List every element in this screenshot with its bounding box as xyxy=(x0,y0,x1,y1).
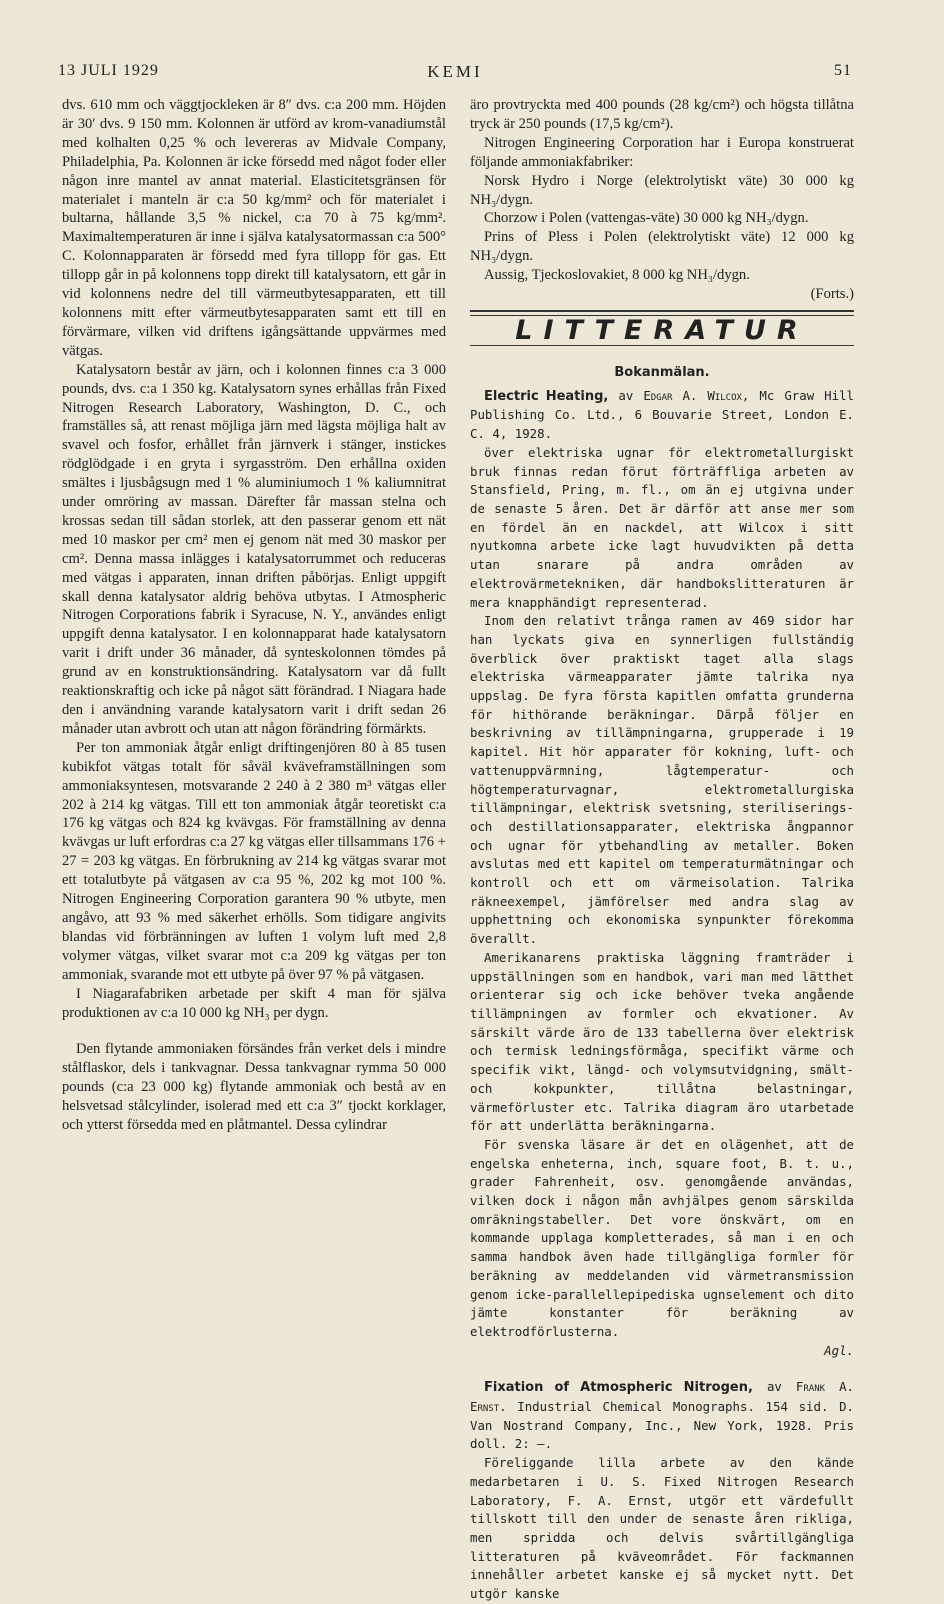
paragraph: dvs. 610 mm och väggtjockleken är 8″ dvs. c:a 200 mm. Höjden är 30′ dvs. 9 150 mm. Kolonnen är utförd av krom-vanadiumstål med kolhalten 0,25 % och levereras av Midvale Company, Philadelphia, Pa. Kolonnen är icke försedd med något foder eller någon inre mantel av annat material. Elasticitetsgränsen för materialet i manteln är c:a 50 kg/mm² och för materialet i bultarna, hållande 3,5 % nickel, c:a 70 à 75 kg/mm². Maximaltemperaturen är inne i själva katalysatormassan c:a 500° C. Kolonnapparaten är försedd med fyra tillopp för gas. Ett tillopp går in på kolonnens topp direkt till katalysatorn, ett går in vid kolonnens nedre del till värmeutbytesapparaten, ett till kolonnens mitt efter värmeutbytesapparaten samt ett till en förvärmare, vilken vid driftens igångsättande uppvärmes med vätgas. xyxy=(62,97,446,359)
section-title: LITTERATUR xyxy=(515,314,809,346)
review-paragraph: För svenska läsare är det en olägenhet, att de engelska enheterna, inch, square foot, B. t. u., grader Fahrenheit, osv. genomgående användas, vilken dock i någon mån avhjälpes genom särskilda omräkningstabeller. Det vore önskvärt, om en kommande upplaga kompletterades, så man i en och samma handbok även hade tillgängliga formler för beräkning av meddelanden vid värmetransmission genom icke-parallellepipediska ugnselement och dito jämte konstanter för beräkning av elektrodförlusterna. xyxy=(470,1136,854,1339)
review-subheading: Bokanmälan. xyxy=(614,364,710,380)
journal-title: KEMI xyxy=(427,62,483,81)
paragraph: Den flytande ammoniaken försändes från verket dels i mindre stålflaskor, dels i tankvagnar. Dessa tankvagnar rymma 50 000 pounds (c:a 23 000 kg) flytande ammoniak och bestå av en helsvetsad stålcylinder, isolerad med ett c:a 3″ tjockt korklager, och ytterst försedda med en plåtmantel. Dessa cylindrar xyxy=(62,1041,446,1134)
citation-rest: Mc Graw Hill Publishing Co. Ltd., 6 Bouvarie Street, London E. C. 4, 1928. xyxy=(470,387,855,442)
factory-item: Prins of Pless i Polen (elektrolytiskt väte) 12 000 kg NH₃/dygn. xyxy=(470,229,854,265)
review-nitrogen-fixation xyxy=(470,1378,854,1603)
paragraph: I Niagarafabriken arbetade per skift 4 man för själva produktionen av c:a 10 000 kg NH₃ per dygn. xyxy=(62,985,446,1021)
book-title: Fixation of Atmospheric Nitrogen, xyxy=(484,1380,753,1396)
review-paragraph: Inom den relativt trånga ramen av 469 sidor har han lyckats giva en synnerligen fullständig överblick över praktiskt taget alla slags elektriska värmeapparater jämte talrika nya uppslag. De fyra första kapitlen omfatta grunderna för hithörande beräkningar. Därpå följer en beskrivning av tillämpningarna, grupperade i 19 kapitel. Hit hör apparater för kokning, luft- och vattenuppvärmning, lågtemperatur- och högtemperaturvagnar, elektrometallurgiska tillämpningar, elektrisk svetsning, steriliserings- och destillationsapparater, elektriska ångpannor och ugnar för ytbehandling av metaller. Boken avslutas med ett kapitel om temperaturmätningar och kontroll och ett om värmeisolation. Talrika räkneexempel, jämförelser med andra slag av upphettning och ekonomiska synpunkter förekomma överallt. xyxy=(470,613,854,947)
right-column xyxy=(470,96,854,1604)
review-citation xyxy=(470,387,854,444)
paragraph: äro provtryckta med 400 pounds (28 kg/cm²) och högsta tillåtna tryck är 250 pounds (17,5 kg/cm²). xyxy=(470,97,854,132)
paragraph: Katalysatorn består av järn, och i kolonnen finnes c:a 3 000 pounds, dvs. c:a 1 350 kg. Katalysatorn synes erhållas från Fixed Nitrogen Research Laboratory, Washington, D. C., och framställes så, att renast möjliga järn med lägsta möjliga halt av svavel och fosfor, erhållet från järnverk i stänger, instickes rödglödgade i en gryta i syrgasström. Den erhållna oxiden smältes i ljusbågsugn med 1 % aluminiumoch 1 % kaliumnitrat under omröring av massan. Därefter får massan stelna och krossas sedan till sådan storlek, att den passerar genom ett nät med 10 maskor per cm² men ej genom nät med 30 maskor per cm². Denna massa inlägges i katalysatorrummet och reduceras med vätgas i apparaten, innan driften påbörjas. Enligt uppgift skall denna katalysator aldrig behöva utbytas. I Atmospheric Nitrogen Corporations fabrik i Syracuse, N. Y., användes enligt uppgift denna katalysator. I en kolonnapparat hade katalysatorn varit i drift under 36 månader, då synteskolonnen tömdes på grund av en konstruktionsändring. Katalysatorn var då fullt reaktionskraftig och icke på något sätt förändrad. I Niagara hade den i användning varande katalysatorn varit i drift sedan 26 månader utan avbrott och utan att någon förändring förmärkts. xyxy=(62,361,446,737)
issue-date: 13 JULI 1929 xyxy=(58,62,159,79)
book-author: Edgar A. Wilcox, xyxy=(643,387,750,403)
review-paragraph: över elektriska ugnar för elektrometallurgiskt bruk finnas redan förut förträffliga arbeten av Stansfield, Pring, m. fl., om än ej utgivna under de senaste 5 åren. Det är därför att anse mer som en fördel än en nackdel, att Wilcox i sitt nyutkomna arbete icke lagt huvudvikten på detta utan snarare på andra områden av elektrovärmetekniken, där handbokslitteraturen är mera knapphändigt representerad. xyxy=(470,444,854,610)
citation-author-pre: av xyxy=(766,1379,782,1395)
page-header xyxy=(58,62,852,84)
continued-note: (Forts.) xyxy=(810,286,854,303)
book-title: Electric Heating, xyxy=(484,388,609,404)
factory-item: Aussig, Tjeckoslovakiet, 8 000 kg NH₃/dygn. xyxy=(484,267,750,284)
review-paragraph: Amerikanarens praktiska läggning framträder i uppställningen som en handbok, vari man med lätthet orienterar sig och icke behöver tveka angående tillämpningen av formler och ekvationer. Av särskilt värde äro de 133 tabellerna över elektrisk och termisk ledningsförmåga, specifikt värme och specifik vikt, längd- och volymsutvidgning, smält- och kokpunkter, tillåtna belastningar, värmeförluster etc. Talrika diagram äro utarbetade för att underlätta beräkningarna. xyxy=(470,949,854,1134)
signature-text: Agl. xyxy=(824,1342,854,1358)
factory-item: Chorzow i Polen (vattengas-väte) 30 000 kg NH₃/dygn. xyxy=(484,210,809,227)
citation-author-pre: av xyxy=(618,387,634,403)
paragraph: Nitrogen Engineering Corporation har i Europa konstruerat följande ammoniakfabriker: xyxy=(470,134,854,170)
book-author: Frank A. Ernst. xyxy=(470,1379,855,1415)
review-paragraph: Föreliggande lilla arbete av den kände medarbetaren i U. S. Fixed Nitrogen Research Laboratory, F. A. Ernst, utgör ett värdefullt tillskott till den under de senaste åren rikliga, men spridda och delvis svårtillgängliga litteraturen på kväveområdet. För fackmannen innehåller arbetet kanske ej så mycket nytt. Det utgör kanske xyxy=(470,1455,854,1602)
paragraph: Per ton ammoniak åtgår enligt driftingenjören 80 à 85 tusen kubikfot vätgas totalt för såväl kväveframställningen som ammoniaksyntesen, motsvarande 2 240 à 2 380 m³ vätgas eller 202 à 214 kg vätgas. Till ett ton ammoniak åtgår teoretiskt c:a 176 kg vätgas och 824 kg kvävgas. För framställning av denna kvävgas ur luft erfordras c:a 27 kg vätgas eller tillsammans 176 + 27 = 203 kg vätgas. En förbrukning av 214 kg vätgas svarar mot ett totalutbyte på vätgasen av c:a 95 %, 202 kg mot 100 %. Nitrogen Engineering Corporation garantera 90 % utbyte, men angåvo, att 93 % med säkerhet erhölls. Som tidigare angivits blandas vid förbränningen av luften 1 volym luft med 2,8 volymer vätgas, vilket svarar mot c:a 209 kg vätgas per ton ammoniak, svarande mot ett utbyte på över 97 % på vätgasen. xyxy=(62,739,446,983)
review-citation xyxy=(470,1378,854,1454)
citation-rest: Industrial Chemical Monographs. 154 sid. D. Van Nostrand Company, Inc., New York, 1928. Pris doll. 2: —. xyxy=(470,1399,854,1452)
left-column xyxy=(62,96,446,1135)
review-electric-heating xyxy=(470,387,854,1379)
factory-item: Norsk Hydro i Norge (elektrolytiskt väte) 30 000 kg NH₃/dygn. xyxy=(470,172,854,208)
review-signature xyxy=(470,1342,854,1361)
page-number: 51 xyxy=(834,62,852,79)
